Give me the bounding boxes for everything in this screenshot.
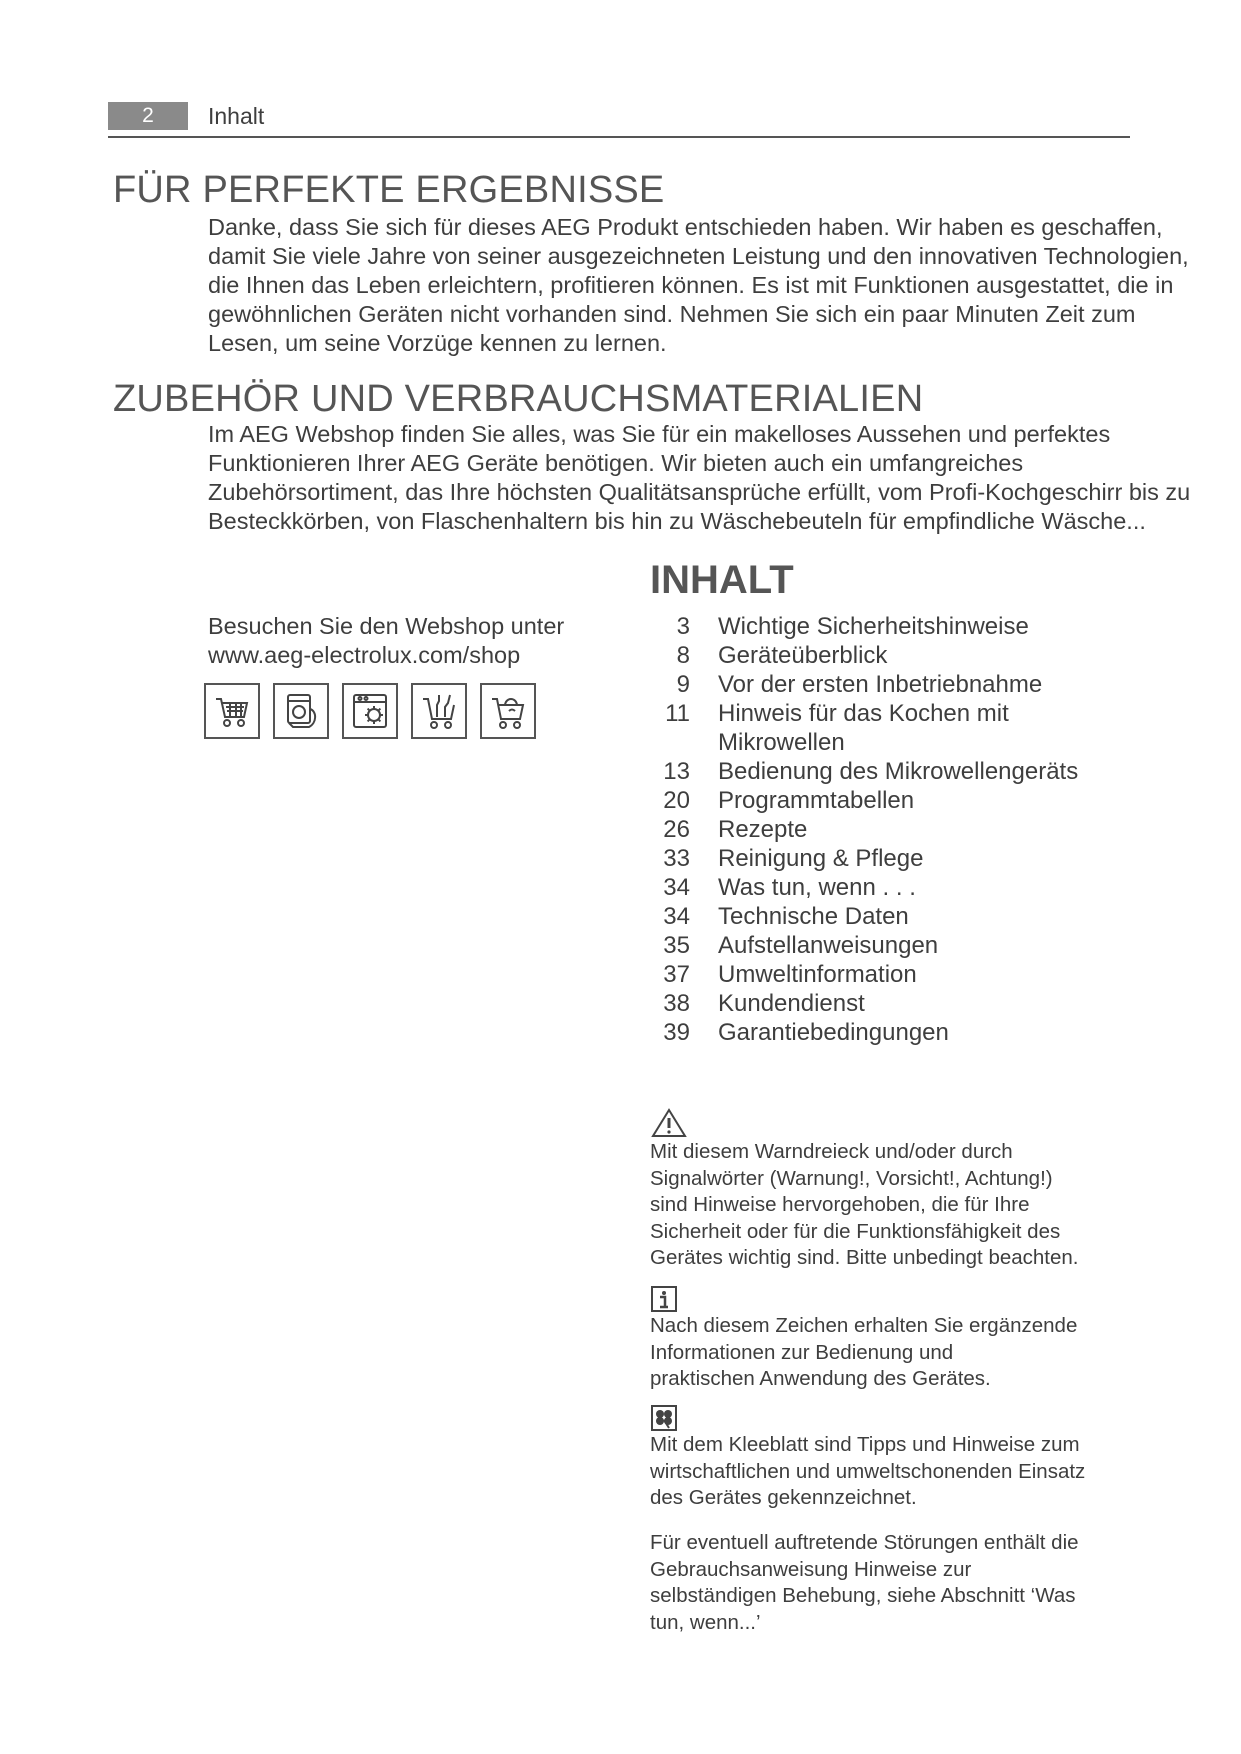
text-line: Nach diesem Zeichen erhalten Sie ergänzende bbox=[650, 1314, 1078, 1337]
toc-label: Mikrowellen bbox=[718, 729, 845, 756]
text-line: Gerätes wichtig sind. Bitte unbedingt beachten. bbox=[650, 1246, 1079, 1269]
toc-label: Hinweis für das Kochen mit bbox=[718, 700, 1009, 727]
toc-entry[interactable] bbox=[650, 989, 1120, 1018]
text-line: selbständigen Behebung, siehe Abschnitt ‘Was bbox=[650, 1584, 1076, 1607]
toc-label: Wichtige Sicherheitshinweise bbox=[718, 613, 1029, 640]
toc-entry-continuation[interactable] bbox=[650, 728, 1120, 757]
toc-page-number: 26 bbox=[663, 816, 690, 843]
webshop-icon-row bbox=[204, 683, 536, 739]
text-line: Informationen zur Bedienung und bbox=[650, 1340, 954, 1364]
toc-entry[interactable] bbox=[650, 757, 1120, 786]
toc-page-number: 37 bbox=[663, 961, 690, 988]
toc-entry[interactable] bbox=[650, 902, 1120, 931]
toc-entry[interactable] bbox=[650, 873, 1120, 902]
text-line: die Ihnen das Leben erleichtern, profitieren können. Es ist mit Funktionen ausgestattet, die in bbox=[208, 272, 1174, 298]
toc-label: Aufstellanweisungen bbox=[718, 932, 939, 959]
text-line: sind Hinweise hervorgehoben, die für Ihre bbox=[650, 1193, 1030, 1216]
section-title-perfect-results: FÜR PERFEKTE ERGEBNISSE bbox=[113, 169, 665, 211]
section-text-perfect-results bbox=[208, 213, 1208, 358]
page-number: 2 bbox=[108, 102, 188, 130]
toc-page-number bbox=[650, 728, 690, 757]
text-line: Gebrauchsanweisung Hinweise zur bbox=[650, 1557, 972, 1581]
toc-page-number: 20 bbox=[663, 787, 690, 814]
shopping-cart-icon bbox=[204, 683, 260, 739]
text-line: Mit dem Kleeblatt sind Tipps und Hinweise zum bbox=[650, 1433, 1080, 1456]
warning-note bbox=[650, 1139, 1130, 1272]
toc-label: Geräteüberblick bbox=[718, 642, 888, 669]
text-line: Mit diesem Warndreieck und/oder durch bbox=[650, 1140, 1013, 1163]
appliance-gear-icon bbox=[342, 683, 398, 739]
toc-label: Rezepte bbox=[718, 816, 808, 843]
toc-entry[interactable] bbox=[650, 612, 1120, 641]
text-line: Sicherheit oder für die Funktionsfähigkeit des bbox=[650, 1219, 1061, 1243]
toc-entry[interactable] bbox=[650, 670, 1120, 699]
toc-page-number: 9 bbox=[676, 671, 690, 698]
toc-label: Umweltinformation bbox=[718, 961, 917, 988]
toc-label: Technische Daten bbox=[718, 903, 909, 930]
text-line: Besteckkörben, von Flaschenhaltern bis hin zu Wäschebeuteln für empfindliche Wäsche... bbox=[208, 508, 1146, 534]
header-title: Inhalt bbox=[208, 103, 265, 129]
text-line: des Gerätes gekennzeichnet. bbox=[650, 1486, 917, 1509]
toc-label: Vor der ersten Inbetriebnahme bbox=[718, 671, 1043, 698]
toc-label: Reinigung & Pflege bbox=[718, 845, 924, 872]
toc-title: INHALT bbox=[650, 558, 794, 602]
toc-label: Bedienung des Mikrowellengeräts bbox=[718, 758, 1079, 785]
webshop-block bbox=[208, 612, 564, 670]
toc-page-number: 11 bbox=[665, 700, 690, 727]
toc-entry[interactable] bbox=[650, 815, 1120, 844]
table-of-contents bbox=[650, 612, 1120, 1047]
toc-page-number: 39 bbox=[663, 1019, 690, 1046]
section-text-accessories bbox=[208, 420, 1208, 536]
text-line: Funktionieren Ihrer AEG Geräte benötigen. Wir bieten auch ein umfangreiches bbox=[208, 450, 1024, 476]
text-line: Zubehörsortiment, das Ihre höchsten Qualitätsansprüche erfüllt, vom Profi-Kochgeschirr bis zu bbox=[208, 479, 1191, 505]
toc-entry[interactable] bbox=[650, 699, 1120, 728]
toc-page-number: 35 bbox=[663, 932, 690, 959]
toc-entry[interactable] bbox=[650, 844, 1120, 873]
toc-entry[interactable] bbox=[650, 786, 1120, 815]
toc-page-number: 34 bbox=[663, 874, 690, 901]
text-line: Lesen, um seine Vorzüge kennen zu lernen. bbox=[208, 330, 667, 356]
toc-label: Kundendienst bbox=[718, 990, 865, 1017]
toc-page-number: 38 bbox=[663, 990, 690, 1017]
cart-laundry-icon bbox=[480, 683, 536, 739]
toc-page-number: 13 bbox=[663, 758, 690, 785]
toc-entry[interactable] bbox=[650, 931, 1120, 960]
toc-entry[interactable] bbox=[650, 1018, 1120, 1047]
troubleshooting-note bbox=[650, 1530, 1130, 1636]
text-line: gewöhnlichen Geräten nicht vorhanden sind. Nehmen Sie sich ein paar Minuten Zeit zum bbox=[208, 301, 1136, 327]
text-line: wirtschaftlichen und umweltschonenden Einsatz bbox=[650, 1459, 1086, 1483]
info-note bbox=[650, 1313, 1130, 1393]
webshop-url[interactable]: www.aeg-electrolux.com/shop bbox=[208, 642, 521, 668]
text-line: Im AEG Webshop finden Sie alles, was Sie für ein makelloses Aussehen und perfektes bbox=[208, 421, 1111, 447]
toc-label: Garantiebedingungen bbox=[718, 1019, 949, 1046]
text-line: Danke, dass Sie sich für dieses AEG Produkt entschieden haben. Wir haben es geschaffen, bbox=[208, 214, 1163, 240]
text-line: Für eventuell auftretende Störungen enthält die bbox=[650, 1531, 1079, 1554]
cart-bottles-icon bbox=[411, 683, 467, 739]
toc-entry[interactable] bbox=[650, 641, 1120, 670]
toc-label: Programmtabellen bbox=[718, 787, 915, 814]
toc-entry[interactable] bbox=[650, 960, 1120, 989]
page-header bbox=[108, 100, 1130, 138]
text-line: damit Sie viele Jahre von seiner ausgezeichneten Leistung und den innovativen Technologien, bbox=[208, 243, 1189, 269]
webshop-text: Besuchen Sie den Webshop unter bbox=[208, 613, 565, 639]
toc-page-number: 33 bbox=[663, 845, 690, 872]
toc-label: Was tun, wenn . . . bbox=[718, 874, 916, 901]
clover-note bbox=[650, 1432, 1130, 1512]
text-line: tun, wenn...’ bbox=[650, 1610, 761, 1634]
washing-machine-hand-icon bbox=[273, 683, 329, 739]
section-title-accessories: ZUBEHÖR UND VERBRAUCHSMATERIALIEN bbox=[113, 378, 924, 420]
toc-page-number: 8 bbox=[676, 642, 690, 669]
toc-page-number: 3 bbox=[676, 613, 690, 640]
toc-page-number: 34 bbox=[663, 903, 690, 930]
text-line: praktischen Anwendung des Gerätes. bbox=[650, 1367, 991, 1390]
text-line: Signalwörter (Warnung!, Vorsicht!, Achtung!) bbox=[650, 1166, 1053, 1190]
